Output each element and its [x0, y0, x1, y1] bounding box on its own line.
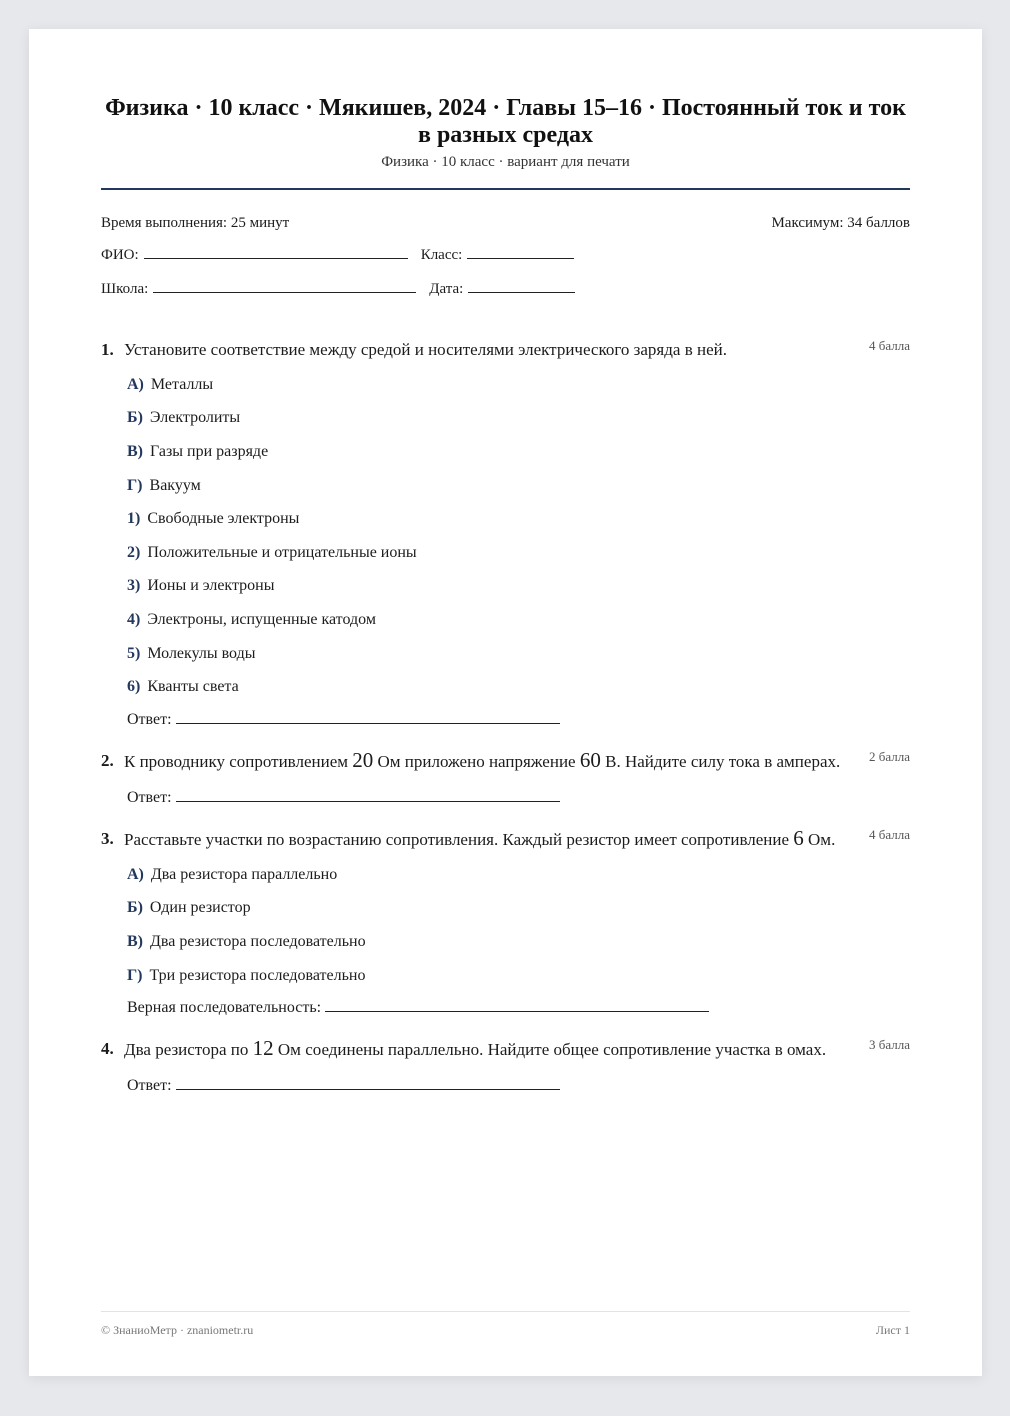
question-1 — [101, 336, 910, 729]
question-4-head — [101, 1035, 910, 1063]
option-item — [127, 536, 910, 570]
answer-input-line[interactable] — [325, 997, 709, 1012]
field-row-2 — [101, 278, 910, 312]
question-2 — [101, 747, 910, 807]
class-label: Класс: — [420, 247, 463, 263]
question-1-head — [101, 336, 910, 363]
field-row-1 — [101, 244, 910, 278]
class-input-line[interactable] — [467, 244, 574, 259]
option-text: Кванты света — [147, 678, 239, 696]
option-key: 6) — [127, 678, 141, 696]
time-limit: Время выполнения: 25 минут — [101, 215, 290, 231]
question-number: 1. — [101, 340, 114, 359]
option-item — [127, 603, 910, 637]
answer-row — [127, 997, 910, 1017]
option-text: Свободные электроны — [147, 510, 300, 528]
option-item — [127, 570, 910, 604]
option-key: 1) — [127, 510, 141, 528]
page-subtitle: Физика · 10 класс · вариант для печати — [381, 154, 630, 170]
option-item — [127, 637, 910, 671]
answer-row — [127, 787, 910, 807]
option-item — [127, 469, 910, 503]
school-input-line[interactable] — [153, 278, 416, 293]
page-footer — [101, 1311, 910, 1338]
option-item — [127, 368, 910, 402]
text-part: Расставьте участки по возрастанию сопротивления. Каждый резистор имеет сопротивление — [124, 829, 794, 849]
page-content — [101, 29, 910, 1095]
option-key: Г) — [127, 476, 143, 494]
answer-row — [127, 709, 910, 729]
option-key: Б) — [127, 409, 143, 427]
text-part: Ом. — [803, 829, 836, 849]
date-label: Дата: — [429, 281, 464, 297]
text-part: Ом соединены параллельно. Найдите общее сопротивление участка в омах. — [273, 1040, 827, 1060]
question-3-head — [101, 825, 910, 853]
question-3 — [101, 825, 910, 1017]
question-number: 4. — [101, 1039, 114, 1059]
option-item — [127, 435, 910, 469]
option-key: А) — [127, 375, 144, 393]
option-key: 4) — [127, 610, 141, 628]
question-points: 3 балла — [869, 1037, 910, 1053]
option-text: Электроны, испущенные катодом — [147, 610, 376, 628]
option-item — [127, 925, 910, 959]
option-text: Газы при разряде — [150, 442, 269, 460]
option-item — [127, 959, 910, 993]
option-text: Металлы — [150, 375, 214, 393]
option-item — [127, 892, 910, 926]
question-text — [124, 825, 844, 853]
option-text: Молекулы воды — [147, 644, 256, 662]
fio-input-line[interactable] — [144, 244, 408, 259]
question-number: 3. — [101, 828, 114, 848]
text-part: Ом приложено напряжение — [373, 751, 580, 771]
answer-input-line[interactable] — [176, 787, 560, 802]
question-text — [124, 747, 844, 775]
answer-label: Ответ: — [127, 788, 172, 806]
page-title: Физика · 10 класс · Мякишев, 2024 · Главы 15–16 · Постоянный ток и ток в разных средах — [105, 95, 906, 148]
option-key: 3) — [127, 577, 141, 595]
option-text: Три резистора последовательно — [149, 966, 366, 984]
question-4 — [101, 1035, 910, 1095]
worksheet-page — [29, 29, 982, 1376]
text-part: Два резистора по — [124, 1040, 253, 1060]
math-value: 6 — [793, 825, 804, 850]
question-points: 4 балла — [869, 338, 910, 353]
math-value: 12 — [252, 1036, 274, 1061]
footer-page-number: Лист 1 — [875, 1323, 910, 1337]
option-key: А) — [127, 865, 144, 883]
student-fields — [101, 244, 910, 312]
max-score: Максимум: 34 баллов — [771, 215, 910, 231]
option-key: В) — [127, 932, 143, 950]
answer-label: Верная последовательность: — [127, 999, 322, 1017]
date-input-line[interactable] — [468, 278, 575, 293]
option-text: Положительные и отрицательные ионы — [147, 543, 417, 561]
answer-input-line[interactable] — [176, 709, 560, 724]
text-part: К проводнику сопротивлением — [124, 751, 353, 771]
question-points: 4 балла — [869, 826, 910, 842]
question-number: 2. — [101, 750, 114, 770]
option-item — [127, 858, 910, 892]
math-value: 60 — [579, 747, 601, 772]
meta-row — [101, 215, 910, 232]
option-key: 5) — [127, 644, 141, 662]
question-2-head — [101, 747, 910, 775]
fio-label: ФИО: — [101, 247, 139, 263]
question-text: Установите соответствие между средой и носителями электрического заряда в ней. — [124, 340, 727, 359]
text-part: В. Найдите силу тока в амперах. — [600, 751, 841, 771]
question-1-options — [101, 368, 910, 704]
option-key: Г) — [127, 966, 143, 984]
option-text: Один резистор — [149, 899, 251, 917]
option-item — [127, 502, 910, 536]
answer-label: Ответ: — [127, 1077, 172, 1095]
header-divider — [101, 188, 910, 190]
option-key: Б) — [127, 899, 143, 917]
question-3-options — [101, 858, 910, 992]
answer-label: Ответ: — [127, 710, 172, 728]
option-item — [127, 402, 910, 436]
question-text — [124, 1035, 844, 1063]
question-points: 2 балла — [869, 748, 910, 764]
option-key: В) — [127, 442, 143, 460]
option-text: Ионы и электроны — [147, 577, 275, 595]
option-item — [127, 670, 910, 704]
school-label: Школа: — [101, 281, 149, 297]
answer-input-line[interactable] — [176, 1075, 560, 1090]
footer-copyright: © ЗнаниоМетр · znaniometr.ru — [101, 1323, 254, 1337]
option-text: Два резистора параллельно — [150, 865, 338, 883]
math-value: 20 — [352, 747, 374, 772]
answer-row — [127, 1075, 910, 1095]
option-key: 2) — [127, 543, 141, 561]
option-text: Два резистора последовательно — [150, 932, 366, 950]
option-text: Вакуум — [149, 476, 201, 494]
option-text: Электролиты — [149, 409, 241, 427]
